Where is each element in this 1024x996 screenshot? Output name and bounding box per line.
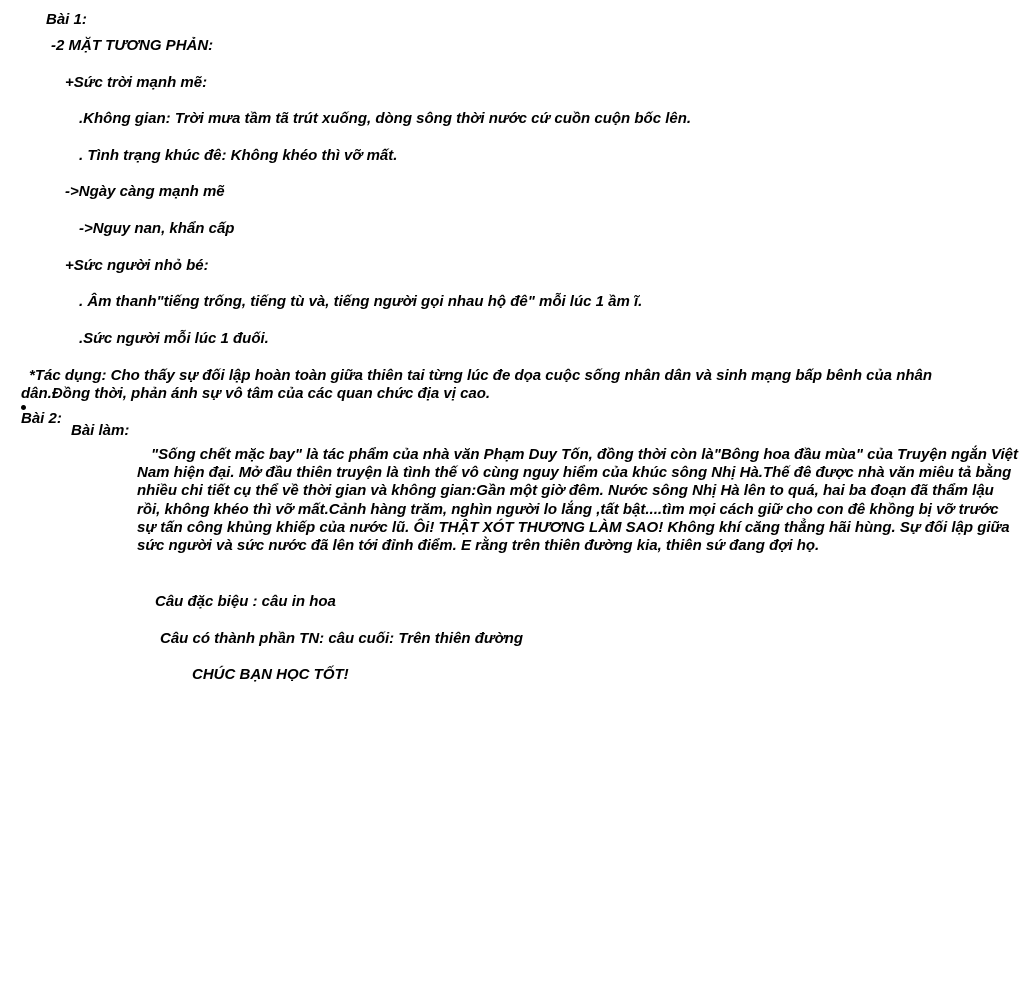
bai2-title: Bài 2: <box>21 410 62 427</box>
bai-lam-heading: Bài làm: <box>71 422 130 439</box>
bai1-title: Bài 1: <box>46 11 87 28</box>
nguy-nan-line: ->Nguy nan, khẩn cấp <box>79 220 235 237</box>
bai1-heading: -2 MẶT TƯƠNG PHẢN: <box>51 37 214 54</box>
khong-gian-line: .Không gian: Trời mưa tầm tã trút xuống, dòng sông thời nước cứ cuồn cuộn bốc lên. <box>79 110 692 127</box>
cau-tn-line: Câu có thành phần TN: câu cuối: Trên thiên đường <box>160 630 524 647</box>
ngay-cang-line: ->Ngày càng mạnh mẽ <box>65 183 225 200</box>
essay-paragraph: "Sống chết mặc bay" là tác phẩm của nhà văn Phạm Duy Tốn, đồng thời còn là"Bông hoa đầu mùa" của Truyện ngắn Việt Nam hiện đại. Mở đầu thiên truyện là tình thế vô cùng nguy hiểm của khúc sông Nhị Hà.Thế đê được nhà văn miêu tả bằng nhiều chi tiết cụ thể về thời gian và không gian:Gần một giờ đêm. Nước sông Nhị Hà lên to quá, hai ba đoạn đã thẩm lậu rồi, không khéo thì vỡ mất.Cảnh hàng trăm, nghìn người lo lắng ,tất bật....tìm mọi cách giữ cho con đê khồng bị vỡ trước sự tấn công khủng khiếp của nước lũ. Ôi! THẬT XÓT THƯƠNG LÀM SAO! Không khí căng thẳng hãi hùng. Sự đối lập giữa sức người và sức nước đã lên tới đỉnh điểm. E rằng trên thiên đường kia, thiên sứ đang đợi họ. <box>137 446 1018 555</box>
tinh-trang-line: . Tình trạng khúc đê: Không khéo thì vỡ mất. <box>79 147 398 164</box>
tac-dung-line-2: dân.Đồng thời, phản ánh sự vô tâm của các quan chức địa vị cao. <box>21 385 491 402</box>
closing-wish: CHÚC BẠN HỌC TỐT! <box>192 666 349 683</box>
cau-dac-biet-line: Câu đặc biệu : câu in hoa <box>155 593 336 610</box>
suc-nguoi-heading: +Sức người nhỏ bé: <box>65 257 209 274</box>
tac-dung-line-1: *Tác dụng: Cho thấy sự đối lập hoàn toàn giữa thiên tai từng lúc đe dọa cuộc sống nhân dân và sinh mạng bấp bênh của nhân <box>29 367 933 384</box>
suc-troi-heading: +Sức trời mạnh mẽ: <box>65 74 208 91</box>
am-thanh-line: . Âm thanh"tiếng trống, tiếng tù và, tiếng người gọi nhau hộ đê" mỗi lúc 1 ầm ĩ. <box>79 293 643 310</box>
suc-nguoi-moi-luc-line: .Sức người mỗi lúc 1 đuối. <box>79 330 269 347</box>
